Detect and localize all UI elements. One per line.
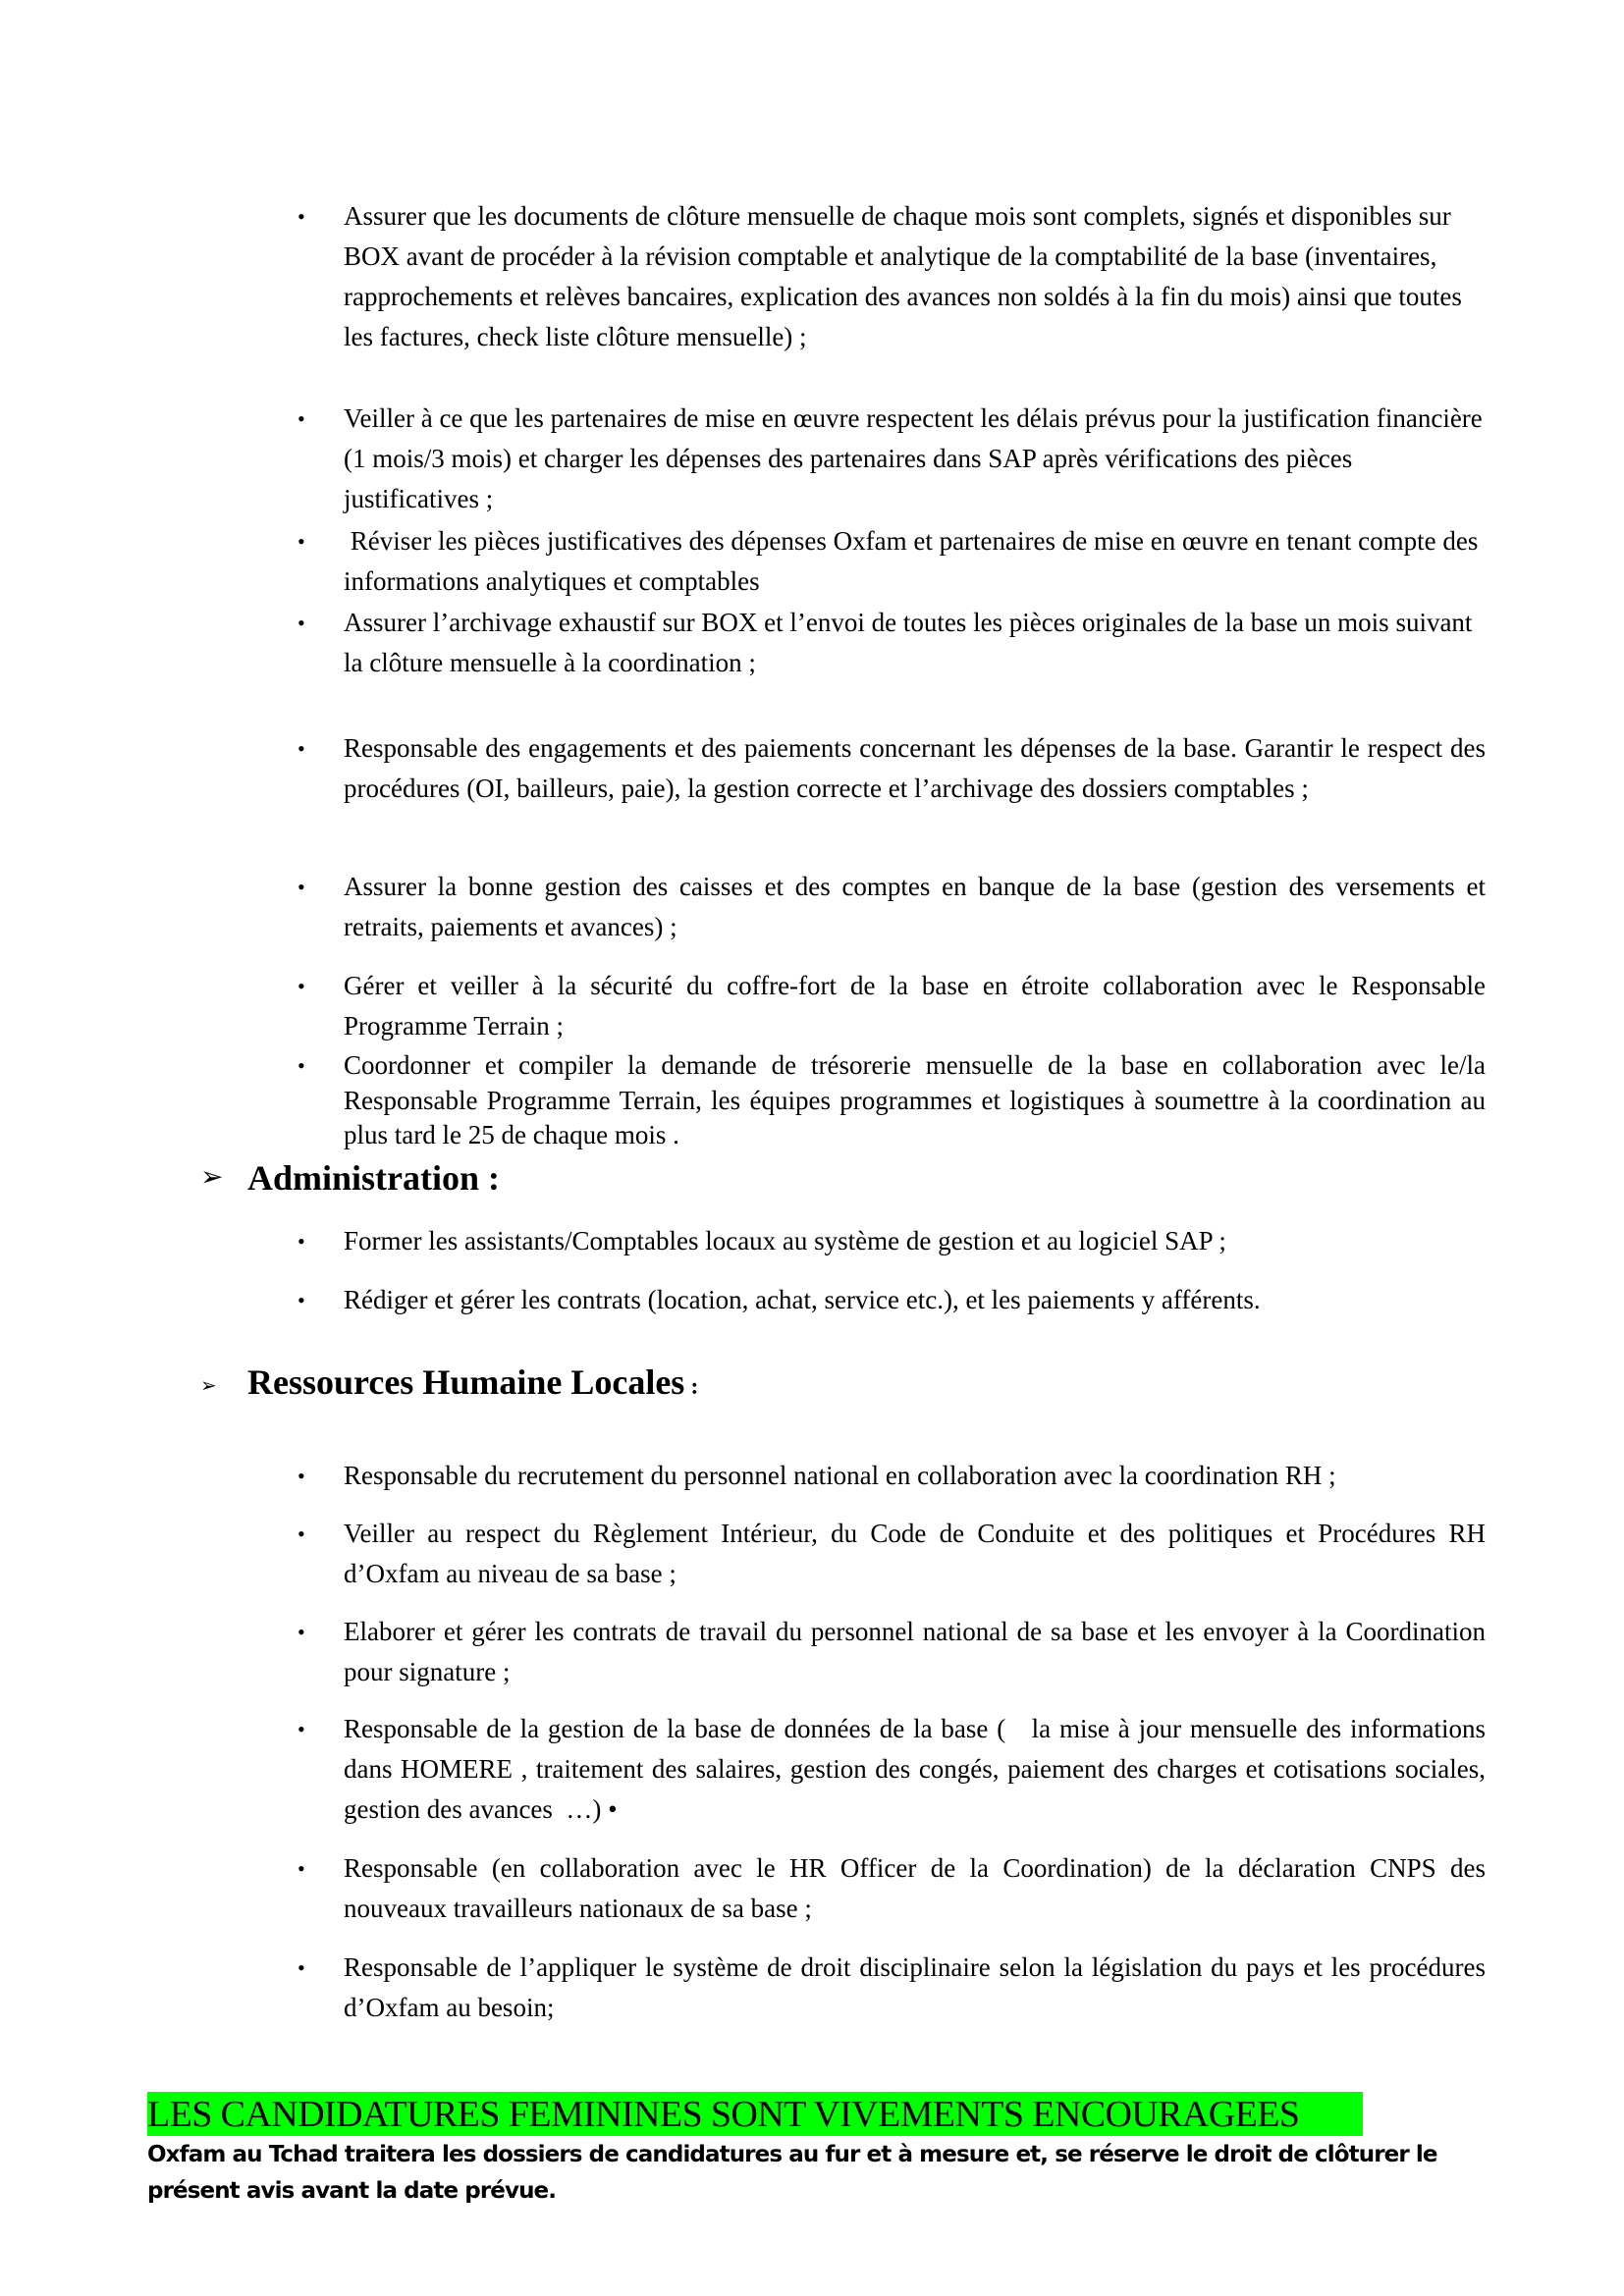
section-heading-ressources-humaines — [200, 1361, 699, 1409]
heading-text: Administration : — [247, 1158, 501, 1198]
list-item — [298, 521, 1486, 602]
list-item-text: Assurer que les documents de clôture mensuelle de chaque mois sont complets, signés et disponibles sur BOX avant de procéder à la révision comptable et analytique de la comptabilité de la base (inventaires, rapprochements et relèves bancaires, explication des avances non soldés à la fin du mois) ainsi que toutes les factures, check liste clôture mensuelle) ; — [344, 201, 1462, 351]
list-item-text: Responsable de l’appliquer le système de droit disciplinaire selon la législation du pays et les procédures d’Oxfam au besoin; — [344, 1952, 1486, 2022]
list-item — [298, 399, 1486, 519]
list-item — [298, 603, 1486, 683]
list-item — [298, 1848, 1486, 1929]
bullet-icon: • — [298, 1955, 305, 1980]
list-item — [298, 966, 1486, 1046]
bullet-icon: • — [298, 406, 305, 431]
bullet-icon: • — [298, 1717, 305, 1741]
bullet-icon: • — [298, 1229, 305, 1254]
list-item-text: Gérer et veiller à la sécurité du coffre-fort de la base en étroite collaboration avec le Responsable Programme Terrain ; — [344, 971, 1486, 1041]
list-item — [298, 1221, 1486, 1261]
bullet-icon: • — [298, 1464, 305, 1488]
list-item — [298, 1280, 1486, 1320]
arrow-bullet-icon: ➢ — [200, 1375, 217, 1397]
list-item-text: Veiller à ce que les partenaires de mise en œuvre respectent les délais prévus pour la justification financière (1 mois/3 mois) et charger les dépenses des partenaires dans SAP après vérifications des pièces justificatives ; — [344, 403, 1483, 513]
bullet-icon: • — [298, 1620, 305, 1644]
list-item-text: Responsable des engagements et des paiements concernant les dépenses de la base. Garantir le respect des procédures (OI, bailleurs, paie), la gestion correcte et l’archivage des dossiers comptables ; — [344, 733, 1486, 803]
bullet-icon: • — [298, 1288, 305, 1312]
list-item-text: Assurer la bonne gestion des caisses et des comptes en banque de la base (gestion des versements et retraits, paiements et avances) ; — [344, 872, 1486, 941]
list-item-text: Réviser les pièces justificatives des dépenses Oxfam et partenaires de mise en œuvre en tenant compte des informations analytiques et comptables — [344, 526, 1486, 596]
bullet-icon: • — [298, 204, 305, 229]
list-item — [298, 196, 1486, 357]
bullet-icon: • — [298, 529, 305, 554]
list-item-text: Coordonner et compiler la demande de trésorerie mensuelle de la base en collaboration avec le/la Responsable Programme Terrain, les équipes programmes et logistiques à soumettre à la coordination au plus tard le 25 de chaque mois . — [344, 1050, 1486, 1149]
arrow-bullet-icon: ➢ — [200, 1162, 224, 1193]
bullet-icon: • — [298, 611, 305, 635]
list-item — [298, 1612, 1486, 1692]
bullet-icon: • — [298, 1053, 305, 1078]
list-item — [298, 1514, 1486, 1594]
list-item-text: Responsable du recrutement du personnel national en collaboration avec la coordination RH ; — [344, 1461, 1336, 1490]
list-item-text: Rédiger et gérer les contrats (location, achat, service etc.), et les paiements y afférents. — [344, 1285, 1261, 1314]
list-item — [298, 728, 1486, 809]
list-item-text: Assurer l’archivage exhaustif sur BOX et l’envoi de toutes les pièces originales de la base un mois suivant la clôture mensuelle à la coordination ; — [344, 608, 1473, 677]
list-item — [298, 1456, 1486, 1496]
heading-text: Ressources Humaine Locales — [247, 1362, 685, 1402]
list-item-text: Veiller au respect du Règlement Intérieur, du Code de Conduite et des politiques et Procédures RH d’Oxfam au niveau de sa base ; — [344, 1519, 1486, 1588]
bullet-icon: • — [298, 974, 305, 998]
closing-notice: Oxfam au Tchad traitera les dossiers de candidatures au fur et à mesure et, se réserve le droit de clôturer le présent avis avant la date prévue. — [147, 2142, 1437, 2204]
list-item-text: Elaborer et gérer les contrats de travail du personnel national de sa base et les envoyer à la Coordination pour signature ; — [344, 1617, 1486, 1686]
list-item — [298, 1948, 1486, 2028]
heading-colon: : — [684, 1374, 699, 1400]
bullet-icon: • — [298, 1856, 305, 1881]
female-candidates-banner: LES CANDIDATURES FEMININES SONT VIVEMENTS ENCOURAGEES — [147, 2092, 1363, 2136]
list-item — [298, 1048, 1486, 1153]
list-item — [298, 1709, 1492, 1830]
bullet-icon: • — [298, 1522, 305, 1546]
list-item-text: Former les assistants/Comptables locaux au système de gestion et au logiciel SAP ; — [344, 1226, 1226, 1255]
list-item — [298, 867, 1486, 947]
bullet-icon: • — [298, 736, 305, 761]
list-item-text: Responsable (en collaboration avec le HR Officer de la Coordination) de la déclaration CNPS des nouveaux travailleurs nationaux de sa base ; — [344, 1853, 1486, 1923]
section-heading-administration — [200, 1156, 501, 1200]
list-item-text: Responsable de la gestion de la base de données de la base ( la mise à jour mensuelle des informations dans HOMERE , traitement des salaires, gestion des congés, paiement des charges et cotisations sociales, gestion des avances …) • — [344, 1714, 1492, 1824]
bullet-icon: • — [298, 875, 305, 899]
